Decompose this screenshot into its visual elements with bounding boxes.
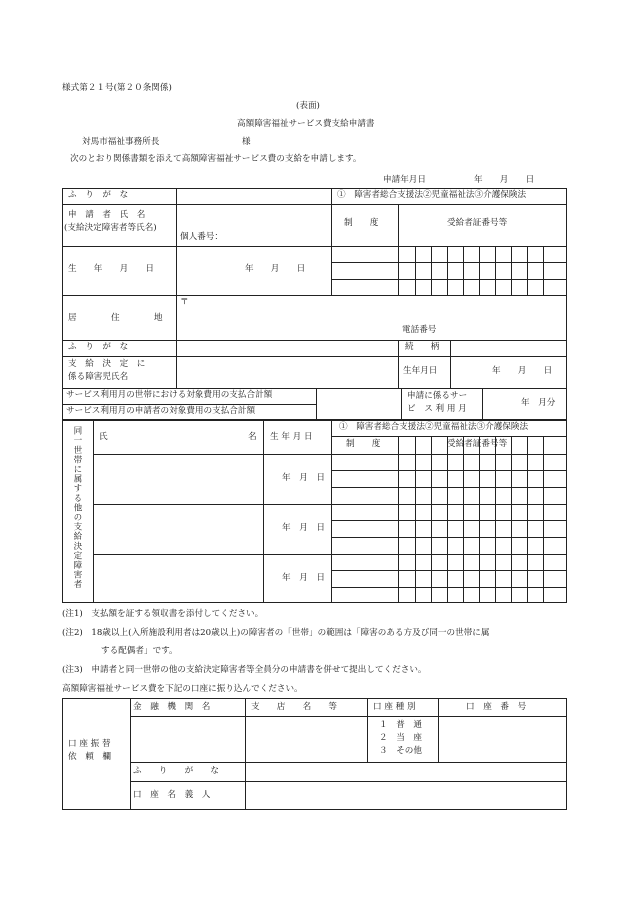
household-system-label: 制 度 (346, 439, 381, 449)
form-number: 様式第２１号(第２０条関係) (62, 83, 172, 93)
applicant-name-sublabel: (支給決定障害者等氏名) (64, 223, 157, 233)
bank-furigana-label: ふ り が な (133, 766, 219, 776)
child-birth-value[interactable]: 年 月 日 (492, 366, 553, 376)
applicant-birth-value[interactable]: 年 月 日 (245, 264, 306, 274)
note-3: (注3) 申請者と同一世帯の他の支給決定障害者等全員分の申請書を併せて提出してください。 (62, 665, 427, 675)
account-type-option[interactable]: ２ 当 座 (379, 733, 422, 743)
phone-label: 電話番号 (402, 325, 437, 335)
institution-label: 金 融 機 関 名 (133, 702, 211, 712)
address-label: 居 住 地 (68, 313, 163, 323)
household-total-label: サービス利用月の世帯における対象費用の支払合計額 (66, 390, 273, 400)
bank-intro: 高額障害福祉サービス費を下記の口座に振り込んでください。 (62, 684, 303, 694)
account-type-option[interactable]: １ 普 通 (379, 720, 422, 730)
postal-mark: 〒 (180, 297, 189, 307)
applicant-cert-label: 受給者証番号等 (447, 218, 508, 228)
account-type-label: 口 座 種 別 (373, 702, 416, 712)
note-1: (注1) 支払額を証する領収書を添付してください。 (62, 609, 264, 619)
account-type-option[interactable]: ３ その他 (379, 746, 422, 756)
intro-text: 次のとおり関係書類を添えて高額障害福祉サービス費の支給を申請します。 (70, 154, 362, 164)
household-side-label: 同一世帯に属する他の支給決定障害者 (71, 426, 82, 590)
child-furigana-label: ふ り が な (68, 342, 129, 352)
household-row-birth[interactable]: 年 月 日 (282, 573, 325, 583)
addressee: 対馬市福祉事務所長 (82, 137, 160, 147)
applicant-law-options[interactable]: ① 障害者総合支援法②児童福祉法③介護保険法 (337, 190, 527, 200)
household-row-birth[interactable]: 年 月 日 (282, 523, 325, 533)
household-name-head-2: 名 (248, 432, 257, 442)
branch-label: 支 店 名 等 (251, 702, 337, 712)
account-number-label: 口 座 番 号 (466, 702, 527, 712)
child-name-label: 支 給 決 定 に (68, 359, 146, 369)
form-title: 高額障害福祉サービス費支給申請書 (237, 119, 375, 129)
household-cert-label: 受給者証番号等 (447, 439, 508, 449)
child-name-sublabel: 係る障害児氏名 (68, 372, 129, 382)
account-holder-label: 口 座 名 義 人 (133, 790, 211, 800)
household-law-options[interactable]: ① 障害者総合支援法②児童福祉法③介護保険法 (339, 422, 529, 432)
service-month-value[interactable]: 年 月分 (521, 398, 556, 408)
applicant-total-label: サービス利用月の申請者の対象費用の支払合計額 (66, 406, 256, 416)
bank-side-sublabel: 依 頼 欄 (68, 752, 111, 762)
household-birth-head: 生 年 月 日 (270, 432, 313, 442)
applicant-furigana-label: ふ り が な (68, 190, 129, 200)
bank-side-label: 口 座 振 替 (68, 739, 111, 749)
service-month-sublabel: ビ ス 利 用 月 (407, 404, 467, 414)
face-label: (表面) (296, 101, 320, 111)
application-date-label: 申請年月日 (383, 175, 426, 185)
relation-label: 続 柄 (405, 342, 440, 352)
applicant-name-label: 申 請 者 氏 名 (68, 210, 146, 220)
note-2-continued: する配偶者」です。 (101, 646, 178, 656)
personal-number-label: 個人番号： (180, 232, 223, 242)
applicant-birth-label: 生 年 月 日 (68, 264, 154, 274)
household-name-head: 氏 (99, 432, 108, 442)
service-month-label: 申請に係るサー (407, 391, 468, 401)
child-birth-label: 生年月日 (403, 366, 438, 376)
household-row-birth[interactable]: 年 月 日 (282, 473, 325, 483)
note-2: (注2) 18歳以上(入所施設利用者は20歳以上)の障害者の「世帯」の範囲は「障害のある方及び同一の世帯に属 (62, 628, 490, 638)
honorific: 様 (242, 137, 251, 147)
applicant-system-label: 制 度 (344, 218, 379, 228)
application-date-value[interactable]: 年 月 日 (474, 175, 535, 185)
